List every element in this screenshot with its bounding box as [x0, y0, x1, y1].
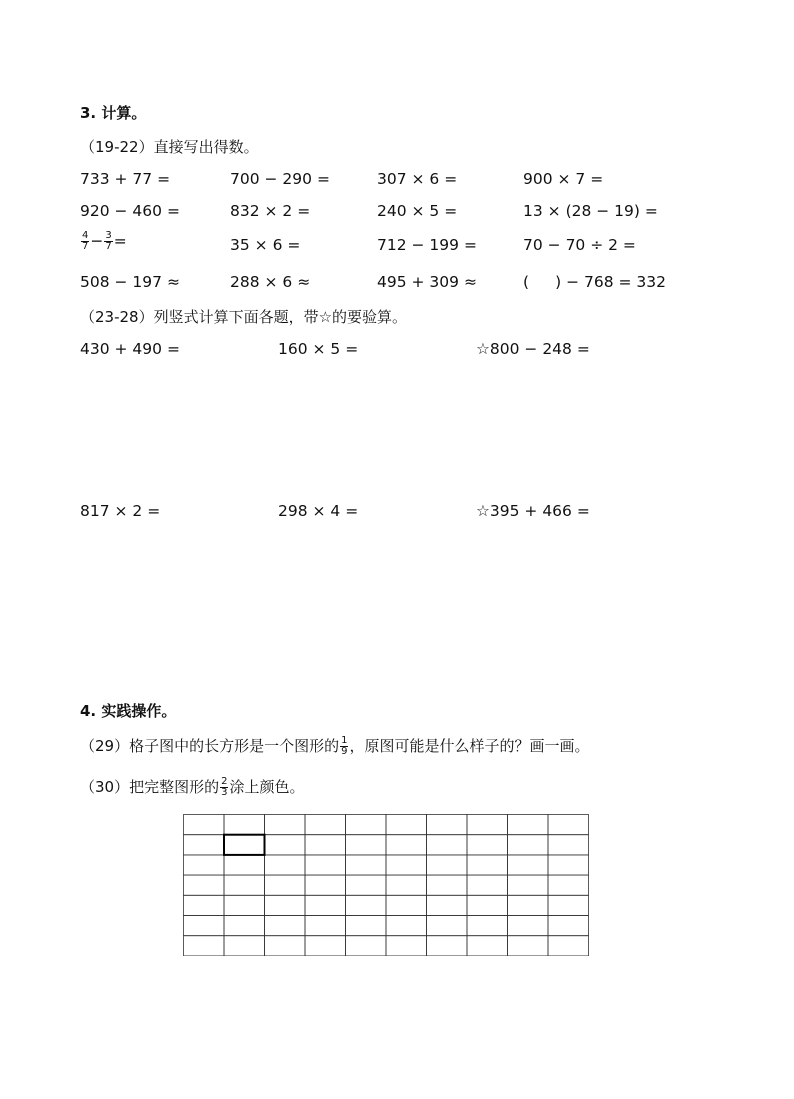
grid-cell[interactable] — [508, 916, 549, 936]
grid-cell[interactable] — [548, 936, 589, 956]
grid-cell[interactable] — [386, 835, 427, 855]
grid-cell[interactable] — [508, 936, 549, 956]
vertical-expr-2: 160 × 5 = — [278, 340, 359, 358]
grid-cell[interactable] — [548, 875, 589, 895]
expr-2: 700 − 290 = — [230, 170, 330, 188]
expr-1: 733 + 77 = — [80, 170, 171, 188]
grid-cell[interactable] — [508, 875, 549, 895]
grid-cell[interactable] — [346, 895, 387, 915]
grid-cell[interactable] — [265, 815, 306, 835]
grid-cell[interactable] — [427, 855, 468, 875]
grid-cell[interactable] — [184, 835, 225, 855]
grid-cell[interactable] — [184, 895, 225, 915]
expr-5: 920 − 460 = — [80, 202, 180, 220]
grid-cell[interactable] — [508, 855, 549, 875]
grid-cell[interactable] — [265, 875, 306, 895]
grid-cell[interactable] — [386, 815, 427, 835]
question-30: （30）把完整图形的 $\frac{2}{3}$ 涂上颜色。 — [80, 776, 305, 798]
grid-cell[interactable] — [184, 855, 225, 875]
grid-cell[interactable] — [305, 916, 346, 936]
expr-4: 900 × 7 = — [523, 170, 604, 188]
grid-cell[interactable] — [184, 875, 225, 895]
expr-8: 13 × (28 − 19) = — [523, 202, 658, 220]
expr-15: 495 + 309 ≈ — [377, 273, 477, 291]
grid-cell[interactable] — [427, 875, 468, 895]
grid-cell[interactable] — [548, 916, 589, 936]
expr-14: 288 × 6 ≈ — [230, 273, 311, 291]
grid-cell[interactable] — [467, 875, 508, 895]
grid-cell[interactable] — [386, 916, 427, 936]
highlighted-rectangle — [224, 835, 265, 855]
grid-cell[interactable] — [346, 875, 387, 895]
expr-6: 832 × 2 = — [230, 202, 311, 220]
grid-cell[interactable] — [224, 855, 265, 875]
part2-instruction: （23-28）列竖式计算下面各题，带☆的要验算。 — [80, 308, 408, 326]
grid-cell[interactable] — [346, 855, 387, 875]
grid-cell[interactable] — [508, 835, 549, 855]
vertical-expr-1: 430 + 490 = — [80, 340, 180, 358]
vertical-expr-4: 817 × 2 = — [80, 502, 161, 520]
expr-7: 240 × 5 = — [377, 202, 458, 220]
grid-cell[interactable] — [548, 835, 589, 855]
grid-cell[interactable] — [305, 875, 346, 895]
vertical-expr-6: ☆395 + 466 = — [476, 502, 590, 520]
fraction-b: $\frac{3}{7}$ — [105, 230, 112, 252]
grid-cell[interactable] — [467, 916, 508, 936]
grid-cell[interactable] — [305, 855, 346, 875]
grid-cell[interactable] — [427, 835, 468, 855]
grid-cell[interactable] — [224, 875, 265, 895]
grid-cell[interactable] — [224, 815, 265, 835]
grid-cell[interactable] — [224, 895, 265, 915]
grid-cell[interactable] — [265, 936, 306, 956]
grid-cell[interactable] — [386, 936, 427, 956]
grid-cell[interactable] — [265, 895, 306, 915]
grid-cell[interactable] — [224, 936, 265, 956]
fraction-a: $\frac{4}{7}$ — [82, 230, 89, 252]
grid-cell[interactable] — [467, 895, 508, 915]
grid-cell[interactable] — [346, 815, 387, 835]
grid-cell[interactable] — [467, 936, 508, 956]
grid-cell[interactable] — [508, 815, 549, 835]
vertical-expr-5: 298 × 4 = — [278, 502, 359, 520]
fraction-expression: $\frac{4}{7}$ − $\frac{3}{7}$ = — [82, 230, 127, 252]
grid-cell[interactable] — [427, 895, 468, 915]
grid-cell[interactable] — [548, 815, 589, 835]
expr-12: 70 − 70 ÷ 2 = — [523, 236, 636, 254]
grid-cell[interactable] — [467, 835, 508, 855]
fraction-one-ninth: $\frac{1}{9}$ — [341, 735, 348, 757]
grid-cell[interactable] — [305, 835, 346, 855]
grid-cell[interactable] — [184, 936, 225, 956]
grid-cell[interactable] — [508, 895, 549, 915]
grid-cell[interactable] — [467, 815, 508, 835]
grid-cell[interactable] — [467, 855, 508, 875]
expr-10: 35 × 6 = — [230, 236, 301, 254]
grid-cell[interactable] — [386, 895, 427, 915]
part1-instruction: （19-22）直接写出得数。 — [80, 138, 259, 156]
grid-cell[interactable] — [184, 916, 225, 936]
grid-cell[interactable] — [224, 916, 265, 936]
section3-title: 3. 计算。 — [80, 104, 147, 122]
blank-expression: ( ) − 768 = 332 — [523, 273, 666, 291]
grid-cell[interactable] — [346, 936, 387, 956]
grid-cell[interactable] — [386, 875, 427, 895]
grid-cell[interactable] — [305, 895, 346, 915]
grid-cell[interactable] — [265, 916, 306, 936]
grid-cell[interactable] — [548, 895, 589, 915]
grid-cell[interactable] — [184, 815, 225, 835]
grid-cell[interactable] — [427, 936, 468, 956]
expr-13: 508 − 197 ≈ — [80, 273, 180, 291]
grid-cell[interactable] — [346, 835, 387, 855]
grid-cell[interactable] — [224, 835, 265, 855]
expr-11: 712 − 199 = — [377, 236, 477, 254]
section4-title: 4. 实践操作。 — [80, 702, 177, 720]
grid-cell[interactable] — [265, 835, 306, 855]
vertical-expr-3: ☆800 − 248 = — [476, 340, 590, 358]
drawing-grid[interactable] — [183, 814, 591, 956]
grid-cell[interactable] — [265, 855, 306, 875]
question-29: （29）格子图中的长方形是一个图形的 $\frac{1}{9}$ ，原图可能是什么样子的？画一画。 — [80, 735, 590, 757]
grid-cell[interactable] — [548, 855, 589, 875]
fraction-two-thirds: $\frac{2}{3}$ — [221, 776, 228, 798]
grid-cell[interactable] — [386, 855, 427, 875]
grid-cell[interactable] — [427, 815, 468, 835]
grid-cell[interactable] — [305, 936, 346, 956]
grid-cell[interactable] — [346, 916, 387, 936]
expr-3: 307 × 6 = — [377, 170, 458, 188]
grid-cell[interactable] — [305, 815, 346, 835]
grid-cell[interactable] — [427, 916, 468, 936]
